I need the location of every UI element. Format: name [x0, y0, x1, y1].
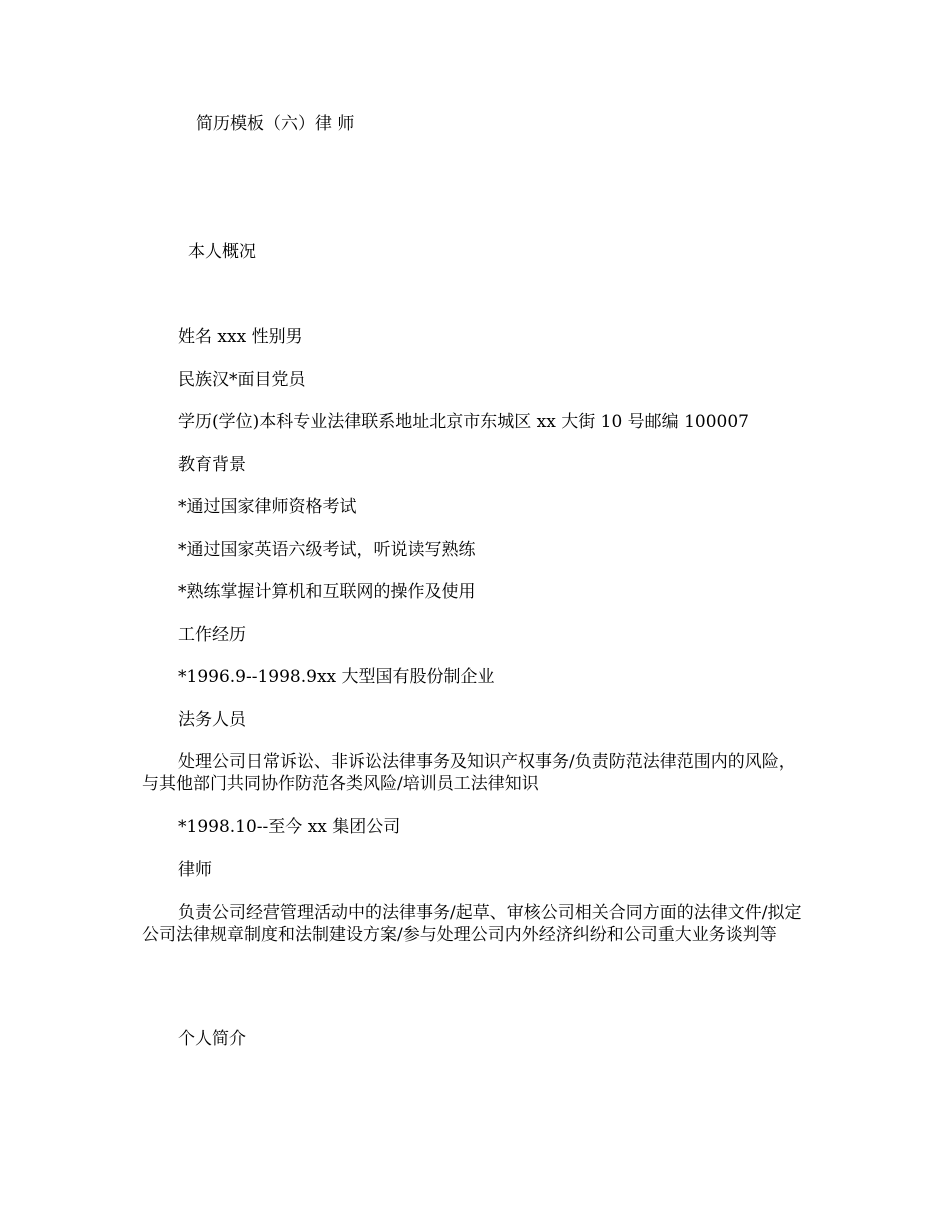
job2-period: *1998.10--至今 xx 集团公司: [178, 817, 401, 837]
name-gender-line: 姓名 xxx 性别男: [178, 327, 303, 347]
document-title: 简历模板（六）律 师: [196, 114, 355, 134]
education-item: *通过国家英语六级考试，听说读写熟练: [178, 540, 476, 560]
job2-role: 律师: [178, 860, 212, 880]
education-heading: 教育背景: [178, 455, 246, 475]
profile-heading: 本人概况: [188, 242, 256, 262]
education-item: *通过国家律师资格考试: [178, 497, 357, 517]
ethnicity-party-line: 民族汉*面目党员: [178, 370, 306, 390]
education-contact-line: 学历(学位)本科专业法律联系地址北京市东城区 xx 大街 10 号邮编 100007: [178, 412, 749, 432]
job1-description: 处理公司日常诉讼、非诉讼法律事务及知识产权事务/负责防范法律范围内的风险，与其他部门共同协作防范各类风险/培训员工法律知识: [142, 752, 796, 794]
summary-heading: 个人简介: [178, 1029, 246, 1049]
job1-role: 法务人员: [178, 710, 246, 730]
job1-period: *1996.9--1998.9xx 大型国有股份制企业: [178, 667, 495, 687]
work-heading: 工作经历: [178, 625, 246, 645]
education-item: *熟练掌握计算机和互联网的操作及使用: [178, 582, 476, 602]
job2-description: 负责公司经营管理活动中的法律事务/起草、审核公司相关合同方面的法律文件/拟定公司法律规章制度和法制建设方案/参与处理公司内外经济纠纷和公司重大业务谈判等: [142, 903, 802, 945]
